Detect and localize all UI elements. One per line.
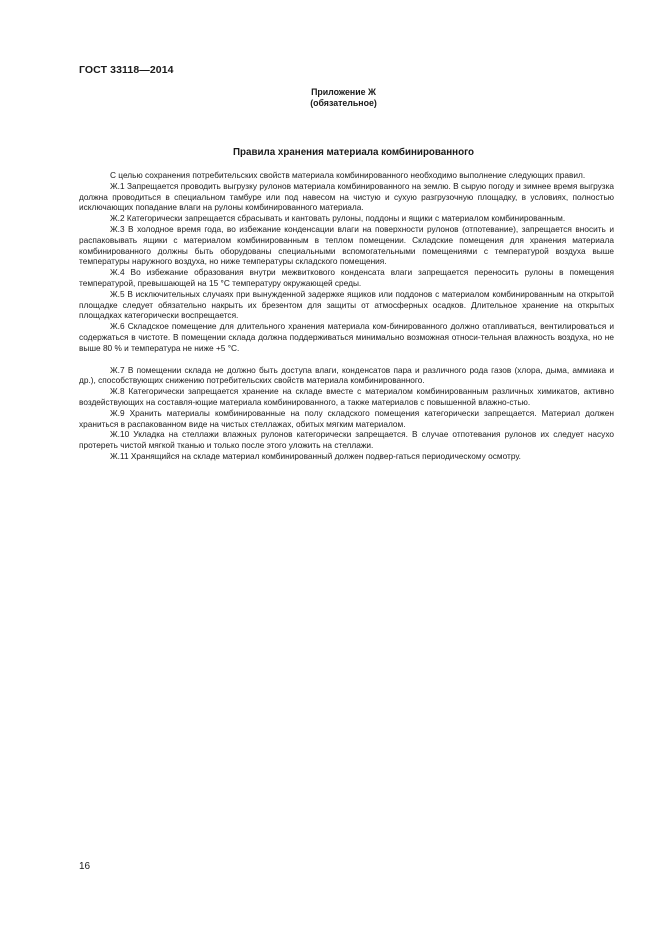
paragraph-zh11: Ж.11 Хранящийся на складе материал комбинированный должен подвер-гаться периодическому осмотру. [110, 450, 521, 461]
appendix-status: (обязательное) [310, 98, 377, 108]
paragraph-intro: С целью сохранения потребительских свойств материала комбинированного необходимо выполнение следующих правил. [110, 170, 586, 180]
paragraph-zh4: Ж.4 Во избежание образования внутри межвиткового конденсата влаги запрещается переносить рулоны в помещения температурой, превышающей на 15 °С температуру окружающей среды. [79, 267, 614, 288]
appendix-title: Приложение Ж [311, 87, 376, 97]
paragraph-zh3: Ж.3 В холодное время года, во избежание конденсации влаги на поверхности рулонов (отпотевание), запрещается вносить и распаковывать ящики с материалом комбинированным в теплом помещении. Складские помещения для хранения материала комбинированного должны быть оборудованы специальными вспомогательными помещениями с температурой воздуха выше температуры наружного воздуха, но ниже температуры складского помещения. [79, 223, 614, 267]
paragraph-zh9: Ж.9 Хранить материалы комбинированные на полу складского помещения категорически запрещается. Материал должен храниться в распакованном виде на чистых стеллажах, обитых мягким материалом. [79, 407, 614, 429]
document-standard-header: ГОСТ 33118—2014 [79, 64, 174, 76]
paragraph-zh6: Ж.6 Складское помещение для длительного хранения материала ком-бинированного должно отапливаться, вентилироваться и содержаться в чистоте. В помещении склада должна поддерживаться минимально возможная относи-тельная влажность воздуха, но не выше 80 % и температура не ниже +5 °С. [79, 321, 614, 353]
page-number: 16 [79, 861, 91, 872]
paragraph-zh7: Ж.7 В помещении склада не должно быть доступа влаги, конденсатов пара и различного рода газов (хлора, дыма, аммиака и др.), способствующих снижению потребительских свойств материала комбинированного. [79, 364, 614, 386]
paragraph-zh8: Ж.8 Категорически запрещается хранение на складе вместе с материалом комбинированным различных химикатов, активно воздействующих на составля-ющие материала комбинированного, а также материалов с повышенной влажно-стью. [79, 386, 614, 407]
section-title: Правила хранения материала комбинированного [232, 147, 475, 158]
appendix-heading [0, 87, 661, 109]
paragraph-zh10: Ж.10 Укладка на стеллажи влажных рулонов категорически запрещается. В случае отпотевания рулонов их следует насухо протереть чистой мягкой тканью и только после этого уложить на стеллажи. [79, 429, 614, 451]
document-body [79, 170, 614, 462]
paragraph-zh5: Ж.5 В исключительных случаях при вынужденной задержке ящиков или поддонов с материалом комбинированным на открытой площадке следует обязательно накрыть их брезентом для защиты от атмосферных осадков. Длительное хранение на открытых площадках категорически воспрещается. [79, 288, 614, 321]
paragraph-zh2: Ж.2 Категорически запрещается сбрасывать и кантовать рулоны, поддоны и ящики с материалом комбинированным. [110, 213, 566, 224]
paragraph-zh1: Ж.1 Запрещается проводить выгрузку рулонов материала комбинированного на землю. В сырую погоду и зимнее время выгрузка должна проводиться в специальном тамбуре или под навесом на чистую и сухую разгрузочную площадку, в условиях, полностью исключающих попадание влаги на рулоны комбинированного материала. [79, 180, 614, 213]
